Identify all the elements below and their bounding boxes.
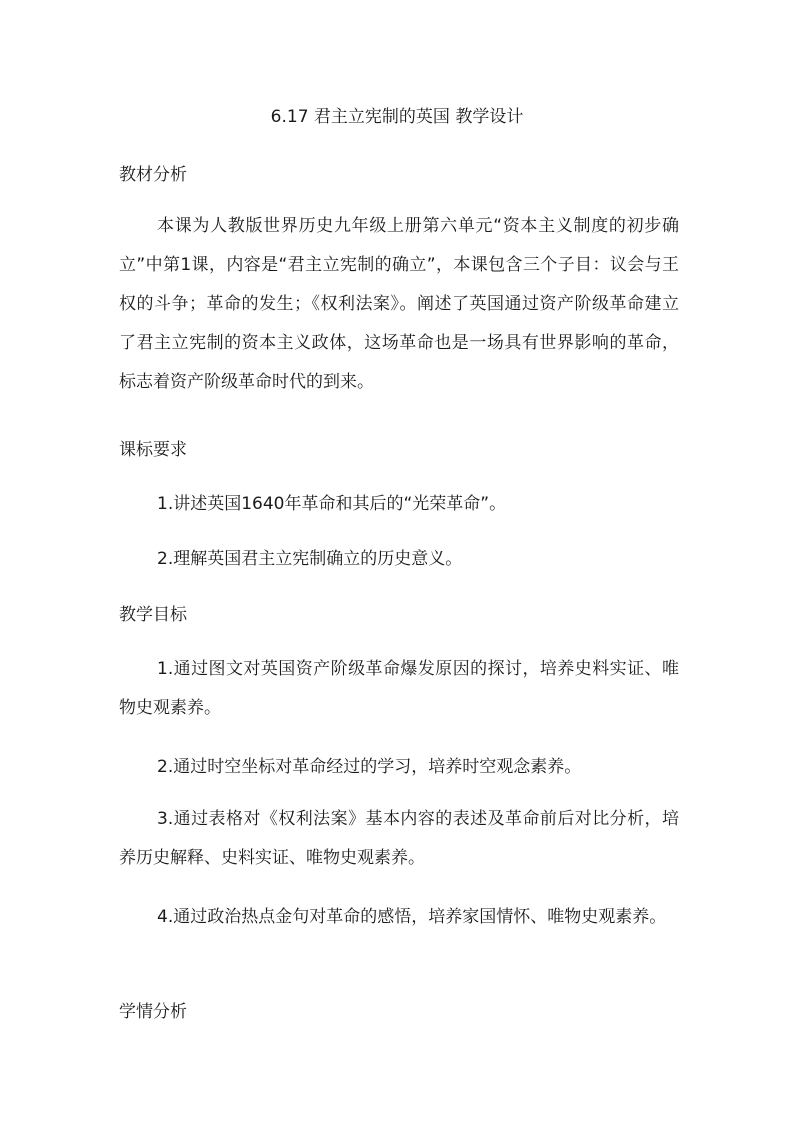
curriculum-requirement-item: 2.理解英国君主立宪制确立的历史意义。 (157, 549, 463, 569)
section-heading-student-analysis: 学情分析 (119, 1002, 187, 1022)
document-title: 6.17 君主立宪制的英国 教学设计 (270, 107, 524, 127)
teaching-objective-item: 4.通过政治热点金句对革命的感悟，培养家国情怀、唯物史观素养。 (157, 907, 667, 927)
section-heading-teaching-objectives: 教学目标 (119, 605, 187, 625)
curriculum-requirement-item: 1.讲述英国1640年革命和其后的“光荣革命”。 (157, 494, 507, 514)
material-analysis-paragraph: 本课为人教版世界历史九年级上册第六单元“资本主义制度的初步确立”中第1课，内容是“君主立宪制的确立”，本课包含三个子目：议会与王权的斗争；革命的发生；《权利法案》。阐述了英国通过资产阶级革命建立了君主立宪制的资本主义政体，这场革命也是一场具有世界影响的革命，标志着资产阶级革命时代的到来。 (119, 216, 679, 392)
teaching-objective-item: 3.通过表格对《权利法案》基本内容的表述及革命前后对比分析，培养历史解释、史料实证、唯物史观素养。 (119, 809, 679, 868)
teaching-objective-item: 2.通过时空坐标对革命经过的学习，培养时空观念素养。 (157, 757, 582, 777)
section-heading-curriculum-requirements: 课标要求 (119, 440, 187, 460)
section-heading-material-analysis: 教材分析 (119, 165, 187, 185)
teaching-objective-item: 1.通过图文对英国资产阶级革命爆发原因的探讨，培养史料实证、唯物史观素养。 (119, 659, 679, 718)
